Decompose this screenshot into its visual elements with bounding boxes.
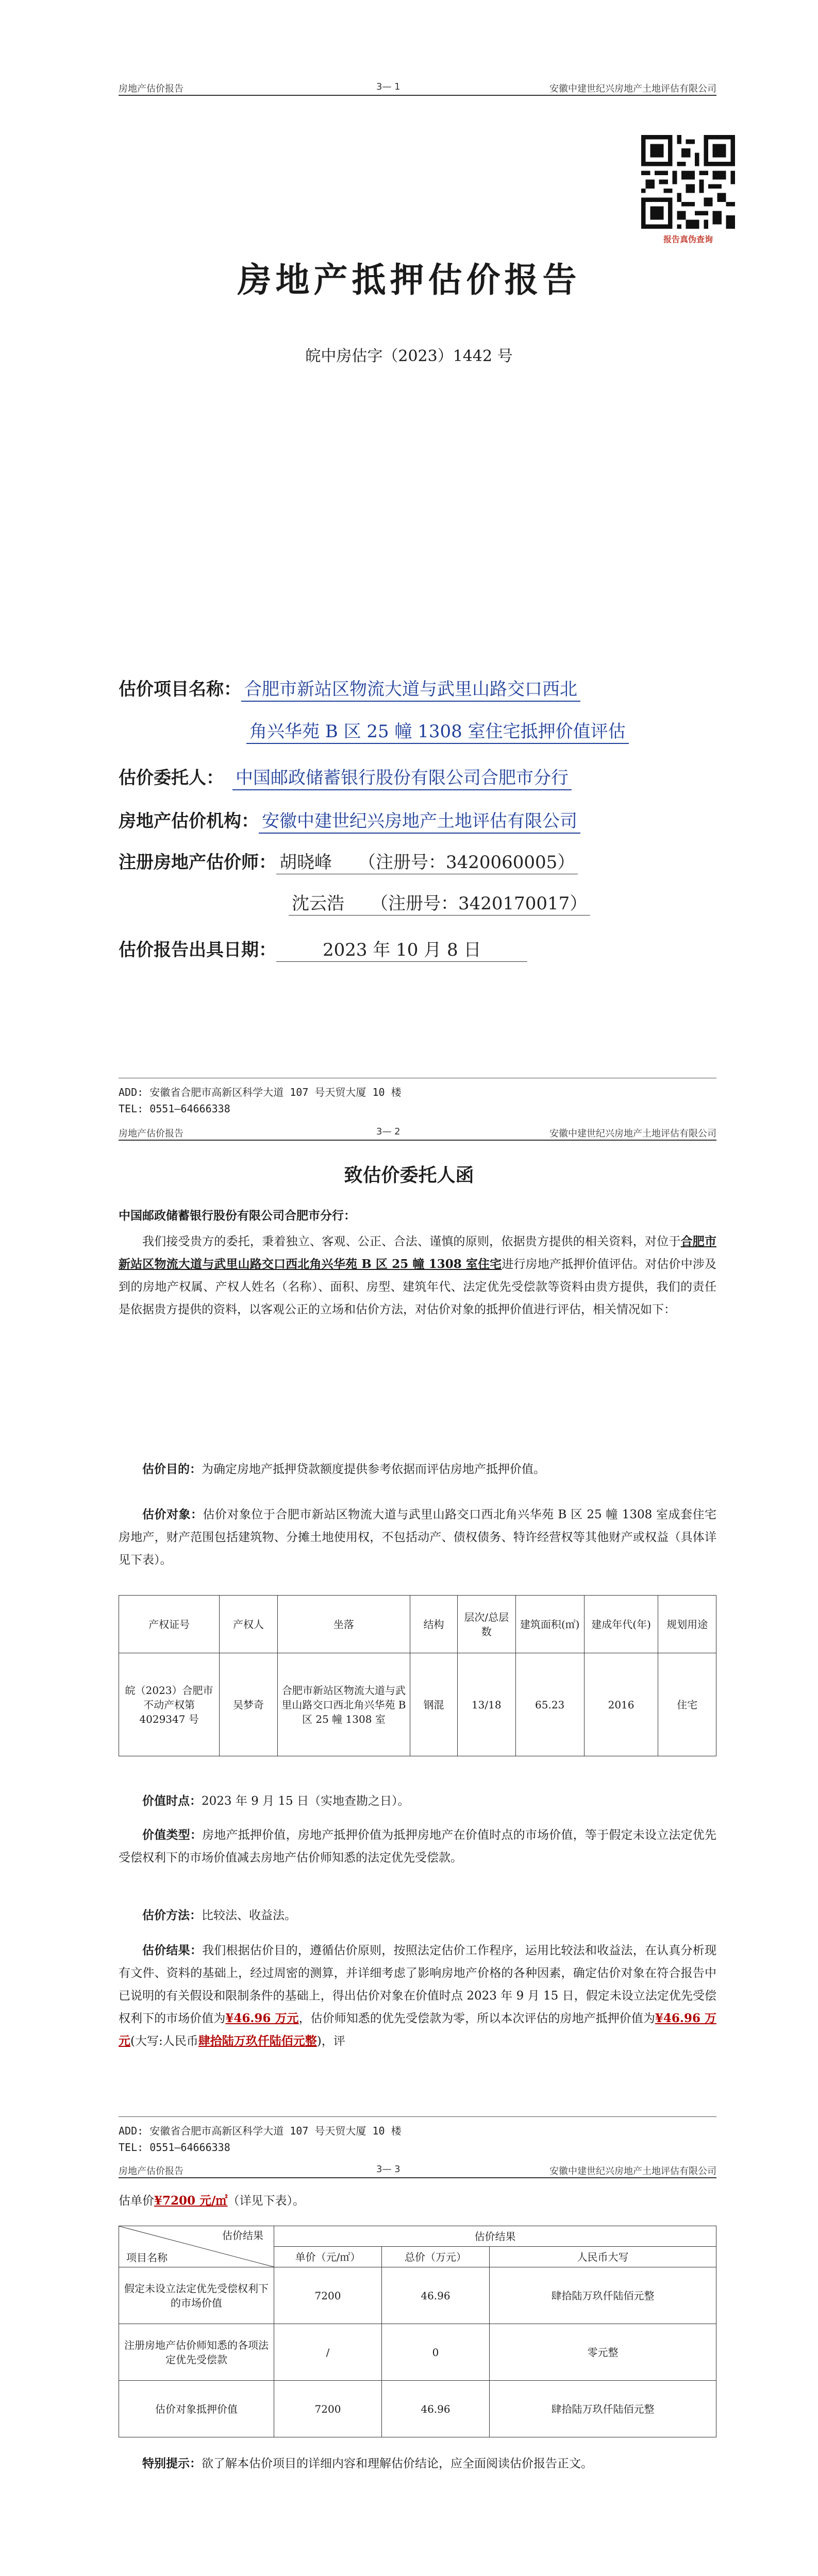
table-header: 建筑面积(㎡)	[515, 1596, 584, 1653]
table-cell: 假定未设立法定优先受偿权利下的市场价值	[119, 2267, 274, 2324]
purpose-text: 为确定房地产抵押贷款额度提供参考依据而评估房地产抵押价值。	[202, 1463, 545, 1476]
object-paragraph	[119, 1503, 716, 1571]
value-time-paragraph	[119, 1790, 716, 1812]
table-cell: 13/18	[457, 1653, 515, 1756]
unit-price: ¥7200 元/㎡	[154, 2194, 228, 2208]
project-name-row	[119, 675, 580, 700]
table-header: 规划用途	[658, 1596, 716, 1653]
method-paragraph	[119, 1904, 716, 1927]
table-row	[119, 2324, 716, 2381]
table-header: 建成年代(年)	[584, 1596, 658, 1653]
appraiser-row-2	[289, 889, 590, 914]
appraiser-label: 注册房地产估价师：	[119, 852, 276, 873]
value-type-label: 价值类型：	[142, 1828, 203, 1842]
mortgage-value-chinese: 肆拾陆万玖仟陆佰元整	[198, 2034, 317, 2048]
document-number: 皖中房估字（2023）1442 号	[305, 347, 513, 365]
header-left: 房地产估价报告	[119, 83, 183, 94]
table-cell: 钢混	[410, 1653, 458, 1756]
agency-row	[119, 807, 580, 832]
agency-value: 安徽中建世纪兴房地产土地评估有限公司	[259, 811, 580, 834]
project-name-label: 估价项目名称：	[119, 679, 241, 700]
client-value: 中国邮政储蓄银行股份有限公司合肥市分行	[232, 768, 572, 790]
client-row	[119, 764, 572, 789]
table-cell: 2016	[584, 1653, 658, 1756]
header-right: 安徽中建世纪兴房地产土地评估有限公司	[549, 1128, 716, 1139]
result-text-a: 我们根据估价目的，遵循估价原则，按照法定估价工作程序，运用比较法和收益法，在认真分析现有文件、资料的基础上，经过周密的测算，并详细考虑了影响房地产价格的各种因素，确定估价对象在符合报告中已说明的有关假设和限制条件的基础上，得出估价对象在价值时点 2023 年 9 月 15 日，假定未设立法定优先受偿权利下的市场价值为	[119, 1944, 717, 2025]
table-cell: 46.96	[382, 2267, 490, 2324]
intro-text-a: 我们接受贵方的委托，秉着独立、客观、公正、合法、谨慎的原则，依据贵方提供的相关资料，对位于	[142, 1235, 681, 1248]
corner-bottom-label: 项目名称	[126, 2251, 168, 2264]
table-cell: 估价对象抵押价值	[119, 2381, 274, 2437]
object-text: 估价对象位于合肥市新站区物流大道与武里山路交口西北角兴华苑 B 区 25 幢 1308 室成套住宅房地产，财产范围包括建筑物、分摊土地使用权，不包括动产、债权债务、特许经营权等其他财产或权益（具体详见下表）。	[119, 1508, 716, 1567]
table-cell: 零元整	[490, 2324, 716, 2381]
value-type-text: 房地产抵押价值，房地产抵押价值为抵押房地产在价值时点的市场价值，等于假定未设立法定优先受偿权利下的市场价值减去房地产估价师知悉的法定优先受偿款。	[119, 1828, 717, 1865]
table-header-row	[119, 1596, 716, 1653]
purpose-paragraph	[119, 1458, 716, 1481]
footer-tel: TEL: 0551—64666338	[119, 1103, 230, 1115]
table-row	[119, 1653, 716, 1756]
header-left: 房地产估价报告	[119, 1128, 183, 1139]
table-cell: 肆拾陆万玖仟陆佰元整	[490, 2267, 716, 2324]
footer-address: ADD: 安徽省合肥市高新区科学大道 107 号天贸大厦 10 楼	[119, 1086, 402, 1098]
project-name-line1: 合肥市新站区物流大道与武里山路交口西北	[241, 679, 580, 702]
market-value: ¥46.96 万元	[225, 2011, 299, 2025]
result-cont-b: （详见下表）。	[227, 2194, 305, 2208]
purpose-label: 估价目的：	[142, 1462, 202, 1476]
letter-intro	[119, 1230, 716, 1321]
method-label: 估价方法：	[142, 1908, 202, 1922]
table-cell: 吴梦奇	[220, 1653, 278, 1756]
table-corner-cell	[119, 2226, 274, 2267]
appraiser-row	[119, 848, 578, 873]
result-cont-a: 估单价	[119, 2194, 154, 2208]
mortgage-value: ¥46.96 万元	[119, 2011, 716, 2048]
report-date: 2023 年 10 月 8 日	[276, 940, 527, 962]
header-page-number: 3— 3	[376, 2164, 400, 2175]
client-label: 估价委托人：	[119, 768, 215, 788]
table-header: 层次/总层数	[457, 1596, 515, 1653]
table-cell: 住宅	[658, 1653, 716, 1756]
report-title: 房地产抵押估价报告	[237, 260, 581, 300]
header-page-number: 3— 1	[376, 81, 400, 92]
method-text: 比较法、收益法。	[202, 1909, 296, 1922]
corner-top-label: 估价结果	[222, 2229, 263, 2242]
qr-caption: 报告真伪查询	[663, 234, 713, 244]
result-text-c: (大写:人民币	[130, 2035, 198, 2048]
table-header: 坐落	[277, 1596, 410, 1653]
notice-paragraph	[119, 2452, 716, 2475]
result-continuation	[119, 2190, 716, 2212]
table-group-header: 估价结果	[274, 2226, 716, 2247]
project-name-row-2	[246, 717, 629, 742]
table-header: 总价（万元）	[382, 2247, 490, 2267]
table-header: 产权人	[220, 1596, 278, 1653]
intro-text-b: 进行房地产抵押价值评估。对估价中涉及到的房地产权属、产权人姓名（名称）、面积、房型、建筑年代、法定优先受偿款等资料由贵方提供，我们的责任是依据贵方提供的资料，以客观公正的立场和估价方法，对估价对象的抵押价值进行评估，相关情况如下：	[119, 1258, 716, 1316]
appraiser-2: 沈云浩 （注册号：3420170017）	[289, 893, 590, 916]
table-cell: 46.96	[382, 2381, 490, 2437]
table-cell: 7200	[274, 2267, 382, 2324]
object-label: 估价对象：	[142, 1507, 203, 1521]
table-header: 人民币大写	[490, 2247, 716, 2267]
value-time-text: 2023 年 9 月 15 日（实地查勘之日）。	[202, 1794, 410, 1808]
table-cell: 皖（2023）合肥市不动产权第 4029347 号	[119, 1653, 220, 1756]
header-left: 房地产估价报告	[119, 2166, 183, 2177]
agency-label: 房地产估价机构：	[119, 811, 259, 832]
letter-title: 致估价委托人函	[344, 1164, 474, 1186]
footer-tel: TEL: 0551—64666338	[119, 2141, 230, 2154]
table-cell: 合肥市新站区物流大道与武里山路交口西北角兴华苑 B 区 25 幢 1308 室	[277, 1653, 410, 1756]
table-row	[119, 2267, 716, 2324]
date-label: 估价报告出具日期：	[119, 940, 276, 960]
value-type-paragraph	[119, 1824, 716, 1869]
notice-label: 特别提示：	[142, 2456, 202, 2470]
letter-addressee: 中国邮政储蓄银行股份有限公司合肥市分行：	[119, 1209, 356, 1223]
table-header: 单价（元/㎡）	[274, 2247, 382, 2267]
result-text-b: ，估价师知悉的优先受偿款为零，所以本次评估的房地产抵押价值为	[298, 2012, 655, 2025]
result-label: 估价结果：	[142, 1943, 203, 1957]
table-header: 产权证号	[119, 1596, 220, 1653]
footer-address: ADD: 安徽省合肥市高新区科学大道 107 号天贸大厦 10 楼	[119, 2125, 402, 2137]
notice-text: 欲了解本估价项目的详细内容和理解估价结论，应全面阅读估价报告正文。	[202, 2457, 593, 2470]
qr-code-icon[interactable]	[641, 135, 735, 229]
value-time-label: 价值时点：	[142, 1794, 202, 1808]
project-name-line2: 角兴华苑 B 区 25 幢 1308 室住宅抵押价值评估	[246, 721, 629, 744]
result-text-d: )，评	[316, 2035, 345, 2048]
table-cell: 0	[382, 2324, 490, 2381]
table-cell: 65.23	[515, 1653, 584, 1756]
result-paragraph	[119, 1939, 716, 2053]
intro-property: 合肥市新站区物流大道与武里山路交口西北角兴华苑 B 区 25 幢 1308 室住宅	[119, 1234, 717, 1271]
result-table	[119, 2226, 716, 2437]
table-cell: /	[274, 2324, 382, 2381]
appraiser-1: 胡晓峰 （注册号：3420060005）	[276, 852, 578, 874]
table-header: 结构	[410, 1596, 458, 1653]
date-row	[119, 936, 527, 961]
table-row	[119, 2381, 716, 2437]
table-cell: 7200	[274, 2381, 382, 2437]
header-right: 安徽中建世纪兴房地产土地评估有限公司	[549, 2166, 716, 2177]
header-page-number: 3— 2	[376, 1126, 400, 1137]
property-table	[119, 1595, 716, 1756]
table-cell: 肆拾陆万玖仟陆佰元整	[490, 2381, 716, 2437]
header-right: 安徽中建世纪兴房地产土地评估有限公司	[549, 83, 716, 94]
table-cell: 注册房地产估价师知悉的各项法定优先受偿款	[119, 2324, 274, 2381]
